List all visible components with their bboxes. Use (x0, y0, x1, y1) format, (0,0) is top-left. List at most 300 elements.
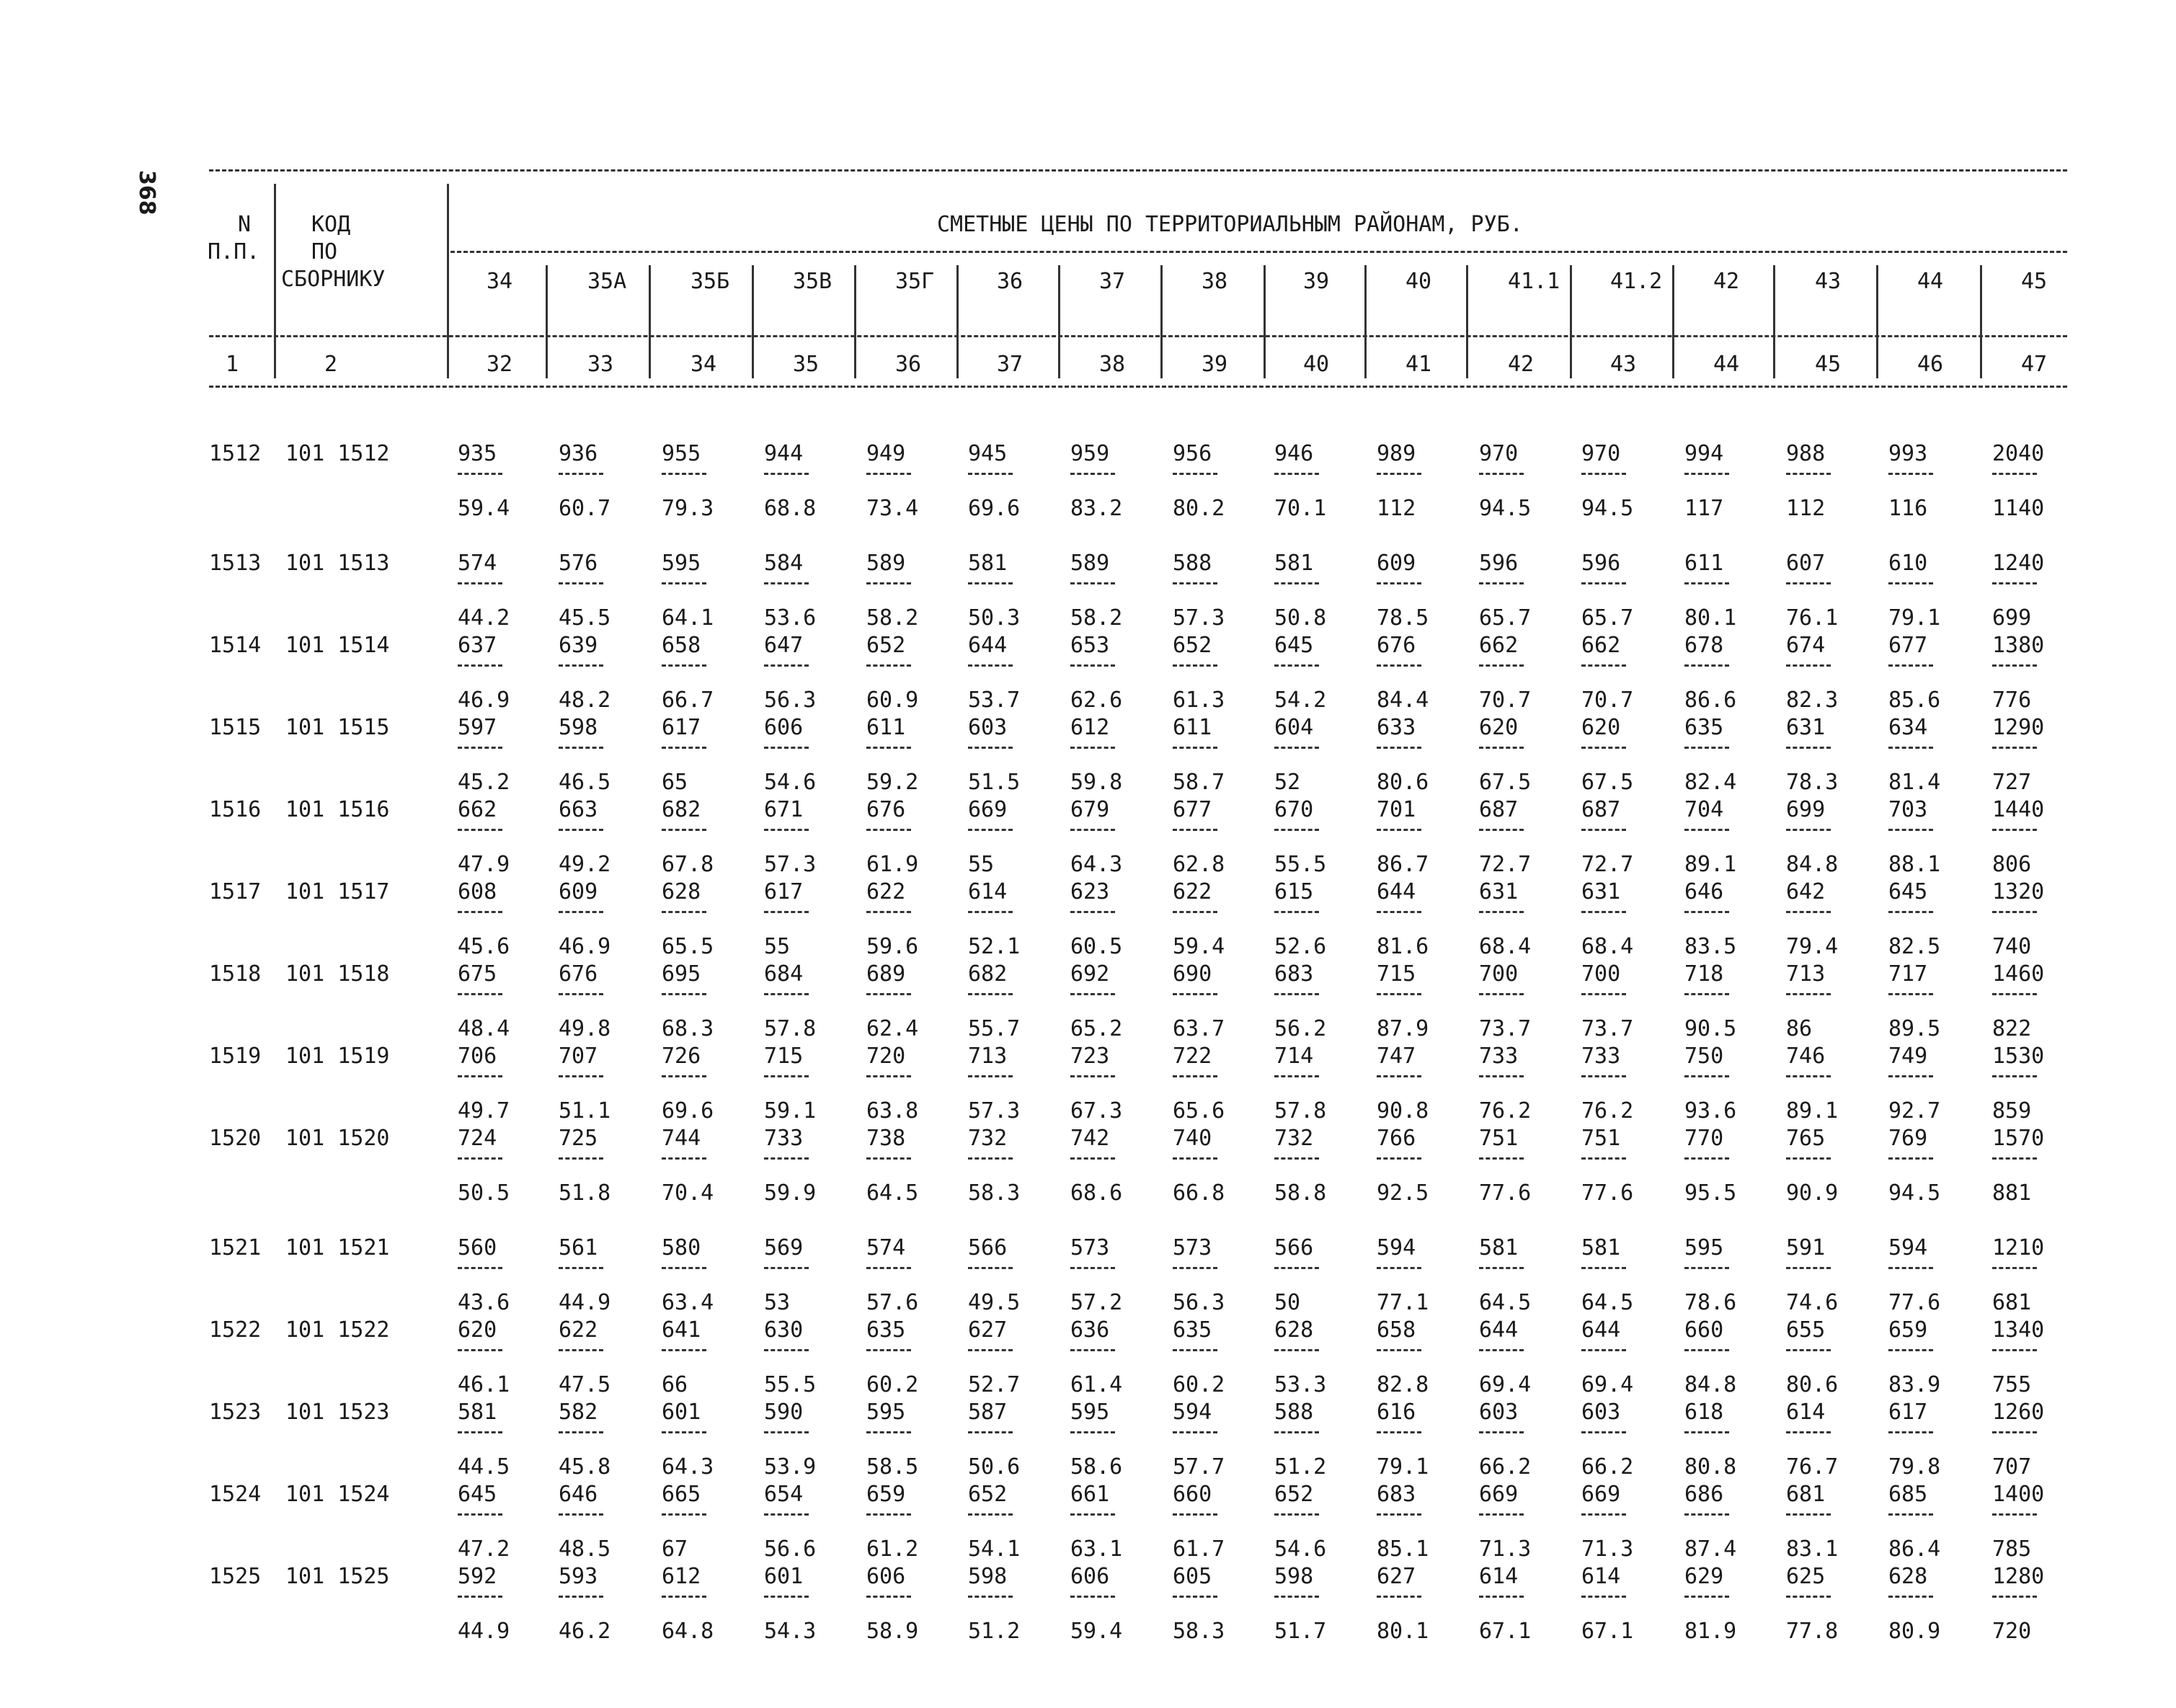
price-value: 2040 (1992, 441, 2045, 466)
price-sub-value: 859 (1992, 1098, 2032, 1124)
price-sub-value: 63.8 (866, 1098, 919, 1124)
price-sub-value: 89.5 (1888, 1016, 1941, 1041)
fraction-line (1377, 829, 1421, 831)
price-sub-value: 57.3 (764, 852, 817, 877)
fraction-line (1274, 664, 1319, 667)
catalog-code: 101 1512 (285, 441, 390, 466)
fraction-line (1479, 1431, 1524, 1433)
price-sub-value: 84.8 (1786, 852, 1839, 877)
price-sub-value: 48.4 (458, 1016, 510, 1041)
fraction-line (458, 1075, 502, 1077)
district-header: 39 (1303, 269, 1330, 294)
fraction-line (1070, 1267, 1115, 1269)
header-column-separator (1570, 265, 1572, 378)
fraction-line (968, 911, 1013, 913)
price-value: 611 (1684, 551, 1724, 576)
fraction-line (458, 1157, 502, 1160)
price-value: 1400 (1992, 1482, 2045, 1507)
price-sub-value: 70.1 (1274, 496, 1327, 521)
price-sub-value: 74.6 (1786, 1290, 1839, 1315)
price-value: 660 (1684, 1317, 1724, 1343)
price-sub-value: 47.5 (559, 1372, 611, 1397)
fraction-line (1888, 1157, 1933, 1160)
price-value: 675 (458, 961, 497, 987)
price-value: 681 (1786, 1482, 1826, 1507)
fraction-line (662, 1513, 706, 1516)
header-bottom-rule (209, 386, 2067, 388)
price-value: 595 (1684, 1235, 1724, 1260)
fraction-line (662, 582, 706, 584)
fraction-line (1377, 1157, 1421, 1160)
price-sub-value: 76.7 (1786, 1454, 1839, 1480)
column-number: 45 (1815, 352, 1842, 377)
price-sub-value: 54.1 (968, 1536, 1021, 1562)
district-header: 44 (1917, 269, 1944, 294)
fraction-line (1684, 664, 1729, 667)
fraction-line (764, 1596, 809, 1598)
price-value: 636 (1070, 1317, 1110, 1343)
fraction-line (764, 473, 809, 475)
fraction-line (764, 1431, 809, 1433)
price-value: 955 (662, 441, 701, 466)
price-value: 994 (1684, 441, 1724, 466)
fraction-line (458, 1267, 502, 1269)
header-column-separator (1364, 265, 1367, 378)
price-sub-value: 49.2 (559, 852, 611, 877)
fraction-line (1581, 582, 1626, 584)
fraction-line (1274, 582, 1319, 584)
price-sub-value: 82.3 (1786, 688, 1839, 713)
price-sub-value: 58.2 (866, 605, 919, 631)
price-value: 732 (1274, 1126, 1314, 1151)
fraction-line (1274, 1267, 1319, 1269)
price-value: 726 (662, 1044, 701, 1069)
fraction-line (968, 993, 1013, 995)
header-column-separator (1980, 265, 1982, 378)
fraction-line (1888, 1513, 1933, 1516)
price-sub-value: 45.5 (559, 605, 611, 631)
price-value: 770 (1684, 1126, 1724, 1151)
fraction-line (1479, 829, 1524, 831)
price-value: 645 (1888, 879, 1928, 904)
fraction-line (1786, 993, 1831, 995)
price-value: 1570 (1992, 1126, 2045, 1151)
fraction-line (1070, 1075, 1115, 1077)
price-value: 594 (1377, 1235, 1416, 1260)
fraction-line (1992, 1157, 2037, 1160)
fraction-line (866, 582, 911, 584)
catalog-code: 101 1516 (285, 797, 390, 822)
price-value: 603 (968, 715, 1008, 740)
column-number: 2 (324, 352, 338, 377)
fraction-line (1786, 473, 1831, 475)
price-value: 618 (1684, 1400, 1724, 1425)
row-number: 1523 (209, 1400, 262, 1425)
price-value: 1340 (1992, 1317, 2045, 1343)
price-value: 669 (968, 797, 1008, 822)
fraction-line (458, 747, 502, 749)
price-value: 588 (1173, 551, 1212, 576)
fraction-line (1070, 829, 1115, 831)
price-sub-value: 67.5 (1479, 770, 1532, 795)
price-sub-value: 67.8 (662, 852, 714, 877)
price-sub-value: 63.4 (662, 1290, 714, 1315)
fraction-line (968, 1075, 1013, 1077)
price-value: 655 (1786, 1317, 1826, 1343)
price-value: 633 (1377, 715, 1416, 740)
fraction-line (559, 1431, 603, 1433)
price-sub-value: 85.6 (1888, 688, 1941, 713)
price-sub-value: 79.1 (1377, 1454, 1429, 1480)
fraction-line (458, 473, 502, 475)
price-sub-value: 85.1 (1377, 1536, 1429, 1562)
price-sub-value: 58.8 (1274, 1180, 1327, 1206)
price-value: 689 (866, 961, 906, 987)
price-value: 612 (662, 1564, 701, 1589)
price-sub-value: 117 (1684, 496, 1724, 521)
row-number: 1524 (209, 1482, 262, 1507)
price-value: 608 (458, 879, 497, 904)
header-column-separator (447, 184, 449, 378)
price-sub-value: 49.5 (968, 1290, 1021, 1315)
price-sub-value: 79.1 (1888, 605, 1941, 631)
price-value: 580 (662, 1235, 701, 1260)
fraction-line (1479, 911, 1524, 913)
header-mid-rule (450, 251, 2067, 253)
district-header: 35Б (690, 269, 730, 294)
price-value: 569 (764, 1235, 804, 1260)
price-value: 590 (764, 1400, 804, 1425)
price-sub-value: 52.7 (968, 1372, 1021, 1397)
price-sub-value: 53.9 (764, 1454, 817, 1480)
price-sub-value: 44.9 (559, 1290, 611, 1315)
price-sub-value: 79.3 (662, 496, 714, 521)
price-value: 750 (1684, 1044, 1724, 1069)
price-sub-value: 46.9 (559, 934, 611, 959)
catalog-code: 101 1521 (285, 1235, 390, 1260)
column-number: 44 (1713, 352, 1740, 377)
price-sub-value: 49.7 (458, 1098, 510, 1124)
price-value: 652 (968, 1482, 1008, 1507)
header-column-separator (1773, 265, 1775, 378)
fraction-line (1581, 911, 1626, 913)
price-value: 560 (458, 1235, 497, 1260)
price-value: 674 (1786, 633, 1826, 658)
price-value: 592 (458, 1564, 497, 1589)
fraction-line (1274, 747, 1319, 749)
fraction-line (1992, 1075, 2037, 1077)
price-sub-value: 69.4 (1581, 1372, 1634, 1397)
fraction-line (1992, 1513, 2037, 1516)
price-value: 623 (1070, 879, 1110, 904)
price-value: 653 (1070, 633, 1110, 658)
price-sub-value: 61.4 (1070, 1372, 1123, 1397)
fraction-line (764, 1157, 809, 1160)
fraction-line (1173, 473, 1217, 475)
fraction-line (1377, 664, 1421, 667)
price-value: 593 (559, 1564, 598, 1589)
price-value: 665 (662, 1482, 701, 1507)
fraction-line (559, 1267, 603, 1269)
fraction-line (1274, 1075, 1319, 1077)
price-sub-value: 83.2 (1070, 496, 1123, 521)
price-value: 687 (1479, 797, 1519, 822)
price-value: 594 (1888, 1235, 1928, 1260)
district-header: 34 (487, 269, 513, 294)
fraction-line (1377, 747, 1421, 749)
price-sub-value: 52.6 (1274, 934, 1327, 959)
price-value: 634 (1888, 715, 1928, 740)
price-sub-value: 57.8 (1274, 1098, 1327, 1124)
fraction-line (1377, 911, 1421, 913)
price-sub-value: 86.6 (1684, 688, 1737, 713)
price-value: 639 (559, 633, 598, 658)
fraction-line (1070, 582, 1115, 584)
price-value: 687 (1581, 797, 1621, 822)
price-sub-value: 61.9 (866, 852, 919, 877)
price-value: 603 (1479, 1400, 1519, 1425)
price-sub-value: 48.2 (559, 688, 611, 713)
price-sub-value: 80.6 (1786, 1372, 1839, 1397)
price-value: 611 (1173, 715, 1212, 740)
fraction-line (866, 1431, 911, 1433)
price-value: 683 (1377, 1482, 1416, 1507)
price-sub-value: 57.7 (1173, 1454, 1225, 1480)
fraction-line (764, 582, 809, 584)
price-value: 611 (866, 715, 906, 740)
price-value: 1530 (1992, 1044, 2045, 1069)
price-value: 685 (1888, 1482, 1928, 1507)
fraction-line (1173, 911, 1217, 913)
price-value: 581 (968, 551, 1008, 576)
price-value: 724 (458, 1126, 497, 1151)
fraction-line (1786, 1431, 1831, 1433)
price-sub-value: 78.5 (1377, 605, 1429, 631)
header-column-separator (1876, 265, 1878, 378)
price-value: 945 (968, 441, 1008, 466)
price-sub-value: 62.6 (1070, 688, 1123, 713)
fraction-line (559, 664, 603, 667)
price-value: 644 (968, 633, 1008, 658)
column-number: 1 (226, 352, 239, 377)
catalog-code: 101 1524 (285, 1482, 390, 1507)
fraction-line (662, 1349, 706, 1351)
price-value: 635 (1684, 715, 1724, 740)
price-sub-value: 78.6 (1684, 1290, 1737, 1315)
fraction-line (559, 993, 603, 995)
fraction-line (1173, 1267, 1217, 1269)
price-sub-value: 69.4 (1479, 1372, 1532, 1397)
price-sub-value: 59.4 (1070, 1619, 1123, 1644)
district-header: 43 (1815, 269, 1842, 294)
fraction-line (1173, 1075, 1217, 1077)
price-value: 609 (559, 879, 598, 904)
fraction-line (866, 1267, 911, 1269)
price-sub-value: 54.3 (764, 1619, 817, 1644)
header-subrule (209, 335, 2067, 337)
price-sub-value: 79.4 (1786, 934, 1839, 959)
fraction-line (866, 829, 911, 831)
price-sub-value: 740 (1992, 934, 2032, 959)
price-value: 746 (1786, 1044, 1826, 1069)
price-sub-value: 80.6 (1377, 770, 1429, 795)
fraction-line (662, 664, 706, 667)
fraction-line (1274, 1431, 1319, 1433)
price-sub-value: 60.9 (866, 688, 919, 713)
price-value: 676 (559, 961, 598, 987)
fraction-line (1274, 1349, 1319, 1351)
district-header: 35А (587, 269, 627, 294)
fraction-line (1992, 747, 2037, 749)
price-sub-value: 59.1 (764, 1098, 817, 1124)
fraction-line (968, 1431, 1013, 1433)
fraction-line (1479, 664, 1524, 667)
price-value: 677 (1173, 797, 1212, 822)
price-sub-value: 77.8 (1786, 1619, 1839, 1644)
price-value: 654 (764, 1482, 804, 1507)
price-sub-value: 94.5 (1479, 496, 1532, 521)
price-value: 614 (1786, 1400, 1826, 1425)
district-header: 45 (2021, 269, 2048, 294)
price-sub-value: 68.3 (662, 1016, 714, 1041)
price-sub-value: 49.8 (559, 1016, 611, 1041)
fraction-line (1377, 582, 1421, 584)
price-sub-value: 66.2 (1479, 1454, 1532, 1480)
price-sub-value: 82.5 (1888, 934, 1941, 959)
fraction-line (1888, 1075, 1933, 1077)
fraction-line (662, 829, 706, 831)
fraction-line (1173, 582, 1217, 584)
column-number: 38 (1099, 352, 1126, 377)
price-value: 576 (559, 551, 598, 576)
price-sub-value: 112 (1377, 496, 1416, 521)
fraction-line (764, 1349, 809, 1351)
fraction-line (1992, 829, 2037, 831)
fraction-line (1888, 1431, 1933, 1433)
price-value: 595 (1070, 1400, 1110, 1425)
price-value: 596 (1479, 551, 1519, 576)
price-sub-value: 88.1 (1888, 852, 1941, 877)
fraction-line (1684, 1431, 1729, 1433)
fraction-line (1479, 993, 1524, 995)
price-value: 606 (866, 1564, 906, 1589)
price-value: 641 (662, 1317, 701, 1343)
price-sub-value: 56.2 (1274, 1016, 1327, 1041)
price-sub-value: 46.9 (458, 688, 510, 713)
price-value: 766 (1377, 1126, 1416, 1151)
fraction-line (866, 1075, 911, 1077)
price-sub-value: 70.4 (662, 1180, 714, 1206)
price-value: 671 (764, 797, 804, 822)
fraction-line (1581, 473, 1626, 475)
fraction-line (764, 911, 809, 913)
price-sub-value: 45.8 (559, 1454, 611, 1480)
price-sub-value: 73.4 (866, 496, 919, 521)
fraction-line (1684, 911, 1729, 913)
price-sub-value: 76.1 (1786, 605, 1839, 631)
fraction-line (1377, 1513, 1421, 1516)
price-sub-value: 94.5 (1888, 1180, 1941, 1206)
price-value: 595 (662, 551, 701, 576)
price-sub-value: 55.5 (764, 1372, 817, 1397)
fraction-line (1173, 1431, 1217, 1433)
fraction-line (1581, 1431, 1626, 1433)
price-sub-value: 69.6 (662, 1098, 714, 1124)
header-column-separator (1058, 265, 1060, 378)
price-sub-value: 70.7 (1479, 688, 1532, 713)
price-sub-value: 56.6 (764, 1536, 817, 1562)
column-number: 34 (690, 352, 717, 377)
price-value: 588 (1274, 1400, 1314, 1425)
price-sub-value: 60.5 (1070, 934, 1123, 959)
fraction-line (662, 747, 706, 749)
fraction-line (866, 664, 911, 667)
fraction-line (1173, 829, 1217, 831)
price-sub-value: 80.1 (1377, 1619, 1429, 1644)
price-sub-value: 67 (662, 1536, 688, 1562)
fraction-line (1274, 473, 1319, 475)
fraction-line (866, 1157, 911, 1160)
price-sub-value: 64.5 (866, 1180, 919, 1206)
fraction-line (458, 1349, 502, 1351)
price-value: 733 (1479, 1044, 1519, 1069)
fraction-line (458, 1431, 502, 1433)
row-number: 1512 (209, 441, 262, 466)
fraction-line (1173, 1349, 1217, 1351)
price-sub-value: 77.1 (1377, 1290, 1429, 1315)
price-sub-value: 43.6 (458, 1290, 510, 1315)
col-n-label: N (238, 212, 252, 237)
price-sub-value: 90.5 (1684, 1016, 1737, 1041)
price-value: 944 (764, 441, 804, 466)
price-value: 603 (1581, 1400, 1621, 1425)
catalog-code: 101 1515 (285, 715, 390, 740)
fraction-line (764, 829, 809, 831)
fraction-line (1479, 1157, 1524, 1160)
fraction-line (1479, 582, 1524, 584)
fraction-line (1173, 1157, 1217, 1160)
price-value: 699 (1786, 797, 1826, 822)
row-number: 1518 (209, 961, 262, 987)
header-top-rule (209, 169, 2067, 172)
fraction-line (1173, 664, 1217, 667)
catalog-code: 101 1519 (285, 1044, 390, 1069)
fraction-line (1888, 1349, 1933, 1351)
price-sub-value: 78.3 (1786, 770, 1839, 795)
price-sub-value: 69.6 (968, 496, 1021, 521)
price-value: 1320 (1992, 879, 2045, 904)
price-value: 601 (764, 1564, 804, 1589)
price-sub-value: 63.1 (1070, 1536, 1123, 1562)
fraction-line (1992, 1349, 2037, 1351)
price-value: 677 (1888, 633, 1928, 658)
fraction-line (866, 993, 911, 995)
price-value: 635 (1173, 1317, 1212, 1343)
header-column-separator (649, 265, 651, 378)
header-column-separator (854, 265, 856, 378)
price-value: 701 (1377, 797, 1416, 822)
fraction-line (866, 1513, 911, 1516)
price-sub-value: 806 (1992, 852, 2032, 877)
price-value: 700 (1581, 961, 1621, 987)
price-sub-value: 58.2 (1070, 605, 1123, 631)
fraction-line (764, 993, 809, 995)
price-value: 695 (662, 961, 701, 987)
price-sub-value: 785 (1992, 1536, 2032, 1562)
price-value: 679 (1070, 797, 1110, 822)
fraction-line (1070, 993, 1115, 995)
price-value: 566 (968, 1235, 1008, 1260)
